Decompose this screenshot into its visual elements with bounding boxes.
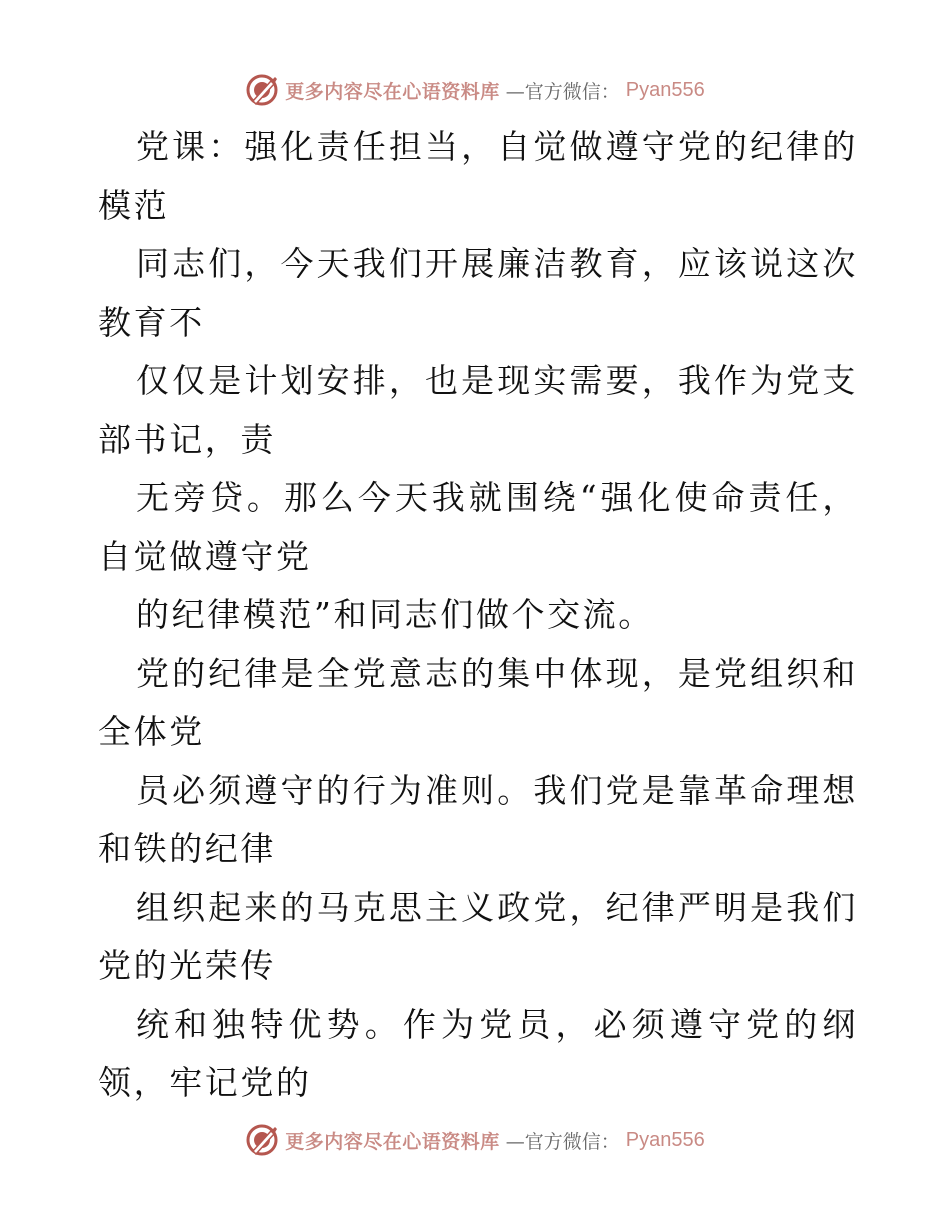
paragraph: 的纪律模范”和同志们做个交流。 bbox=[136, 595, 654, 634]
document-title: 党课：强化责任担当，自觉做遵守党的纪律的模范 bbox=[98, 127, 858, 225]
paragraph: 无旁贷。那么今天我就围绕“强化使命责任，自觉做遵守党 bbox=[98, 478, 858, 576]
watermark-text: 更多内容尽在心语资料库 bbox=[285, 1130, 500, 1153]
paragraph: 同志们，今天我们开展廉洁教育，应该说这次教育不 bbox=[98, 244, 858, 342]
header-watermark bbox=[0, 70, 950, 110]
paragraph: 统和独特优势。作为党员，必须遵守党的纲领，牢记党的 bbox=[98, 1004, 858, 1102]
watermark-separator: —官方微信： bbox=[505, 1130, 620, 1153]
pen-logo-icon bbox=[245, 1123, 279, 1157]
paragraph: 仅仅是计划安排，也是现实需要，我作为党支部书记，责 bbox=[98, 361, 858, 459]
paragraph: 组织起来的马克思主义政党，纪律严明是我们党的光荣传 bbox=[98, 887, 858, 985]
paragraph: 员必须遵守的行为准则。我们党是靠革命理想和铁的纪律 bbox=[98, 770, 858, 868]
watermark-account: Pyan556 bbox=[625, 1128, 705, 1151]
watermark-separator: —官方微信： bbox=[505, 80, 620, 103]
footer-watermark bbox=[0, 1120, 950, 1160]
paragraph: 党的纪律是全党意志的集中体现，是党组织和全体党 bbox=[98, 653, 858, 751]
watermark-account: Pyan556 bbox=[625, 78, 705, 101]
watermark-text: 更多内容尽在心语资料库 bbox=[285, 80, 500, 103]
pen-logo-icon bbox=[245, 73, 279, 107]
document-body bbox=[98, 118, 858, 1113]
